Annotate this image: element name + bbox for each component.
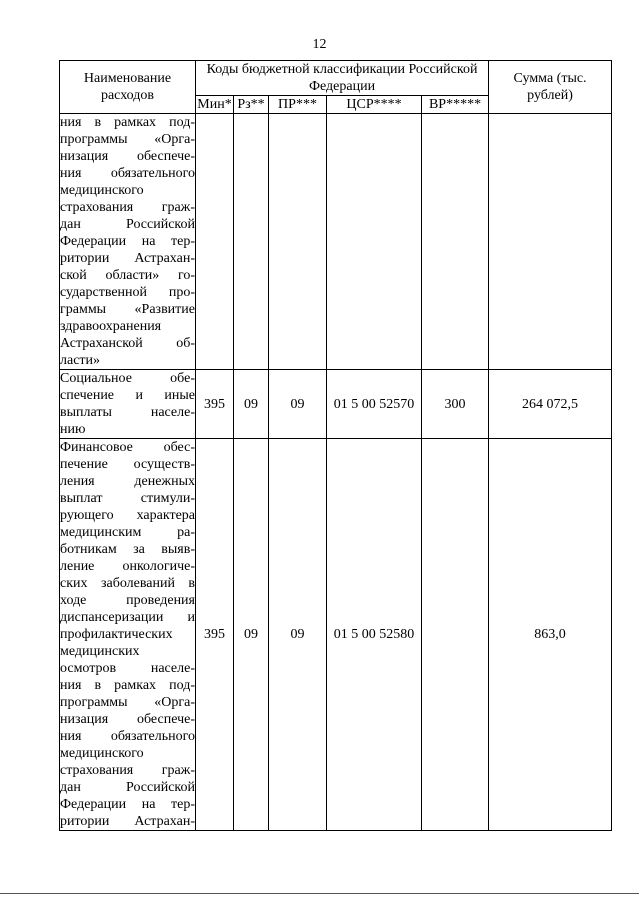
header-min: Мин* [197,97,232,112]
name-line: ласти» [60,353,101,368]
cell-vr [422,439,489,831]
cell-vr [422,114,489,370]
name-line: дан Российской [60,780,195,795]
cell-min: 395 [196,370,234,439]
cell-sum [489,114,612,370]
page-number: 12 [312,37,327,52]
table-row [60,114,612,370]
name-line: страхования граж- [60,200,195,215]
name-line: спечение и иные [60,388,195,403]
name-line: Социальное обе- [60,371,195,386]
cell-csr: 01 5 00 52570 [327,370,422,439]
name-line: страхования граж- [60,763,195,778]
name-line: ских заболеваний в [60,576,195,591]
name-line: медицинским ра- [60,525,195,540]
cell-vr: 300 [422,370,489,439]
cell-min: 395 [196,439,234,831]
cell-csr: 01 5 00 52580 [327,439,422,831]
cell-pr: 09 [269,439,327,831]
row-name [60,114,196,370]
header-codes: Коды бюджетной классификации Российской Федерации [196,61,489,96]
name-line: ритории Астрахан- [60,814,195,829]
name-line: программы «Орга- [60,132,195,147]
header-name: Наименование расходов [60,61,196,114]
name-line: нию [60,422,86,437]
cell-rz: 09 [234,439,269,831]
name-line: профилактических [60,627,173,642]
header-rz: Рз** [234,96,269,114]
name-line: ходе проведения [60,593,195,608]
name-line: осмотров населе- [60,661,195,676]
bottom-divider [0,893,639,894]
name-line: медицинского [60,183,144,198]
table-row [60,439,612,831]
name-line: Федерации на тер- [60,234,195,249]
name-line: печение осуществ- [60,457,195,472]
name-line: ритории Астрахан- [60,251,195,266]
name-line: граммы «Развитие [60,302,195,317]
name-line: ния в рамках под- [60,678,195,693]
cell-sum: 264 072,5 [489,370,612,439]
cell-rz: 09 [234,370,269,439]
cell-sum: 863,0 [489,439,612,831]
name-line: Астраханской об- [60,336,195,351]
header-pr: ПР*** [269,96,327,114]
name-line: ния в рамках под- [60,115,195,130]
cell-pr: 09 [269,370,327,439]
header-vr: ВР***** [422,96,489,114]
cell-pr [269,114,327,370]
cell-rz [234,114,269,370]
name-line: здравоохранения [60,319,162,334]
header-csr: ЦСР**** [327,96,422,114]
name-line: ление онкологиче- [60,559,195,574]
row-name [60,370,196,439]
cell-min [196,114,234,370]
name-line: выплат стимули- [60,491,195,506]
name-line: ления денежных [60,474,195,489]
name-line: сударственной про- [60,285,195,300]
name-line: выплаты населе- [60,405,195,420]
name-line: ния обязательного [60,729,195,744]
name-line: Финансовое обес- [60,440,195,455]
name-line: ботникам за выяв- [60,542,195,557]
header-sum: Сумма (тыс. рублей) [489,61,612,114]
name-line: низация обеспече- [60,712,195,727]
cell-csr [327,114,422,370]
name-line: ния обязательного [60,166,195,181]
name-line: ской области» го- [60,268,195,283]
header-row [60,61,612,96]
name-line: низация обеспече- [60,149,195,164]
name-line: медицинского [60,746,144,761]
name-line: диспансеризации и [60,610,195,625]
name-line: Федерации на тер- [60,797,195,812]
row-name [60,439,196,831]
name-line: медицинских [60,644,140,659]
name-line: рующего характера [60,508,195,523]
budget-table [59,60,612,831]
name-line: дан Российской [60,217,195,232]
table-row [60,370,612,439]
name-line: программы «Орга- [60,695,195,710]
